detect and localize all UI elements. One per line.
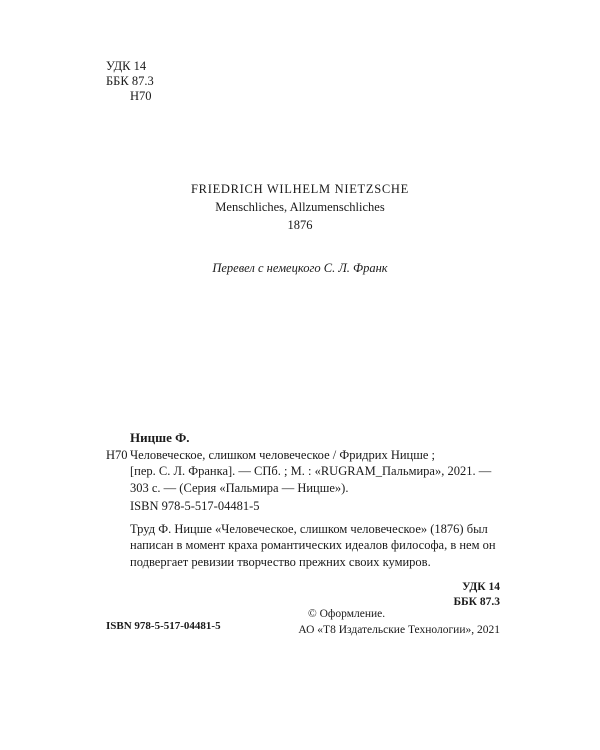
copyright-block: [286, 606, 500, 638]
annotation-line: подвергает ревизии творчество прежних своих кумиров.: [130, 554, 431, 569]
catalog-author-heading: Ницше Ф.: [130, 430, 190, 445]
catalog-entry: [106, 447, 500, 497]
catalog-isbn: ISBN 978-5-517-04481-5: [130, 499, 260, 513]
catalog-line: 303 с. — (Серия «Пальмира — Ницше»).: [130, 480, 349, 495]
original-year: 1876: [287, 218, 313, 232]
annotation-line: написан в момент краха романтических идеалов философа, в нем он: [130, 538, 496, 552]
copyright-line: © Оформление.: [308, 608, 386, 620]
translator-note: Перевел с немецкого С. Л. Франк: [212, 261, 388, 275]
original-title: Menschliches, Allzumenschliches: [215, 200, 385, 214]
catalog-annotation: [106, 521, 500, 571]
udk-code: УДК 14: [106, 59, 147, 73]
author-mark: Н70: [130, 89, 152, 103]
classification-codes: [106, 59, 154, 104]
catalog-bbk: ББК 87.3: [453, 596, 500, 608]
publisher-line: АО «Т8 Издательские Технологии», 2021: [298, 624, 500, 636]
catalog-udk: УДК 14: [462, 581, 500, 593]
original-author: FRIEDRICH WILHELM NIETZSCHE: [191, 182, 409, 196]
catalog-description: [130, 447, 500, 497]
catalog-card: [106, 430, 500, 610]
bbk-code: ББК 87.3: [106, 74, 154, 88]
original-title-block: [0, 180, 600, 234]
annotation-line: Труд Ф. Ницше «Человеческое, слишком человеческое» (1876) был: [130, 521, 488, 536]
footer-isbn: ISBN 978-5-517-04481-5: [106, 620, 221, 632]
catalog-line: [пер. С. Л. Франка]. — СПб. ; М. : «RUGRAM_Пальмира», 2021. —: [130, 464, 492, 478]
catalog-line: Человеческое, слишком человеческое / Фридрих Ницше ;: [130, 447, 436, 462]
catalog-code: Н70: [106, 447, 128, 462]
